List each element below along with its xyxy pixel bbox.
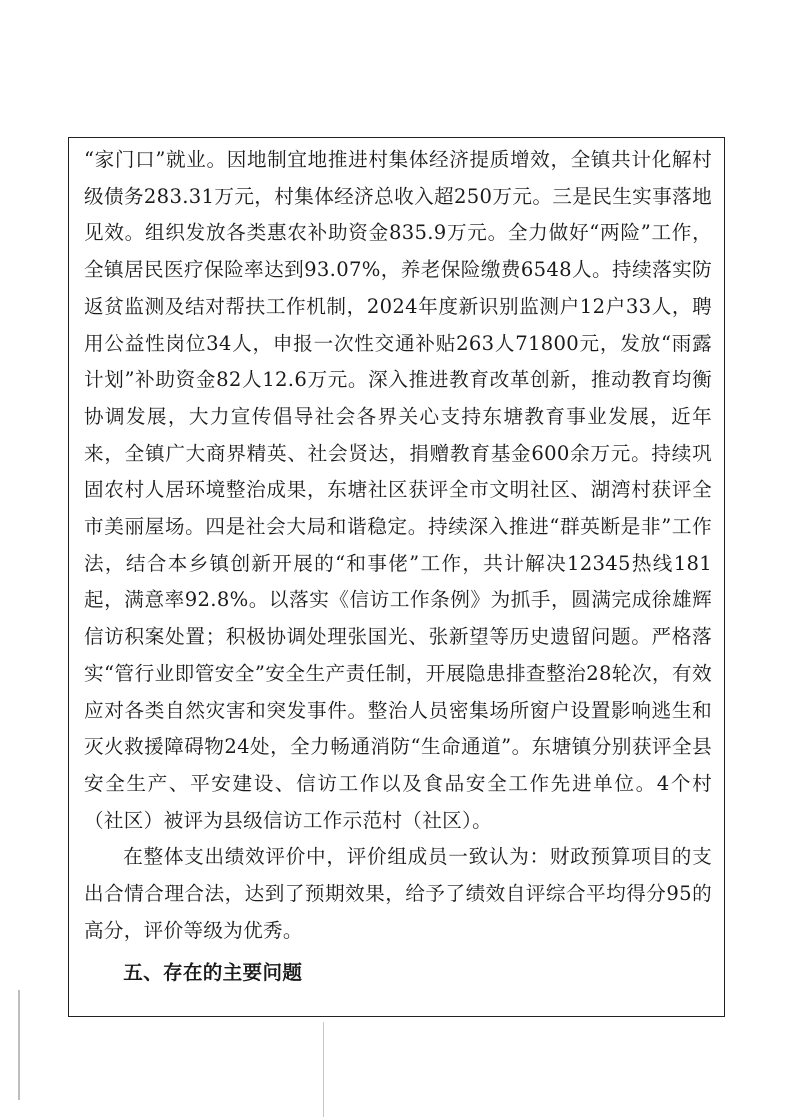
document-body	[84, 142, 712, 992]
scan-artifact-left	[18, 990, 20, 1100]
scan-artifact-bottom	[323, 1022, 324, 1117]
paragraph-continued: “家门口”就业。因地制宜地推进村集体经济提质增效，全镇共计化解村级债务283.31万元，村集体经济总收入超250万元。三是民生实事落地见效。组织发放各类惠农补助资金835.9万元。全力做好“两险”工作，全镇居民医疗保险率达到93.07%，养老保险缴费6548人。持续落实防返贫监测及结对帮扶工作机制，2024年度新识别监测户12户33人，聘用公益性岗位34人，申报一次性交通补贴263人71800元，发放“雨露计划”补助资金82人12.6万元。深入推进教育改革创新，推动教育均衡协调发展，大力宣传倡导社会各界关心支持东塘教育事业发展，近年来，全镇广大商界精英、社会贤达，捐赠教育基金600余万元。持续巩固农村人居环境整治成果，东塘社区获评全市文明社区、湖湾村获评全市美丽屋场。四是社会大局和谐稳定。持续深入推进“群英断是非”工作法，结合本乡镇创新开展的“和事佬”工作，共计解决12345热线181起，满意率92.8%。以落实《信访工作条例》为抓手，圆满完成徐雄辉信访积案处置；积极协调处理张国光、张新望等历史遗留问题。严格落实“管行业即管安全”安全生产责任制，开展隐患排查整治28轮次，有效应对各类自然灾害和突发事件。整治人员密集场所窗户设置影响逃生和灭火救援障碍物24处，全力畅通消防“生命通道”。东塘镇分别获评全县安全生产、平安建设、信访工作以及食品安全工作先进单位。4个村（社区）被评为县级信访工作示范村（社区）。	[84, 148, 712, 832]
paragraph-evaluation: 在整体支出绩效评价中，评价组成员一致认为：财政预算项目的支出合情合理合法，达到了预期效果，给予了绩效自评综合平均得分95的高分，评价等级为优秀。	[84, 845, 712, 942]
section-heading: 五、存在的主要问题	[123, 961, 303, 985]
